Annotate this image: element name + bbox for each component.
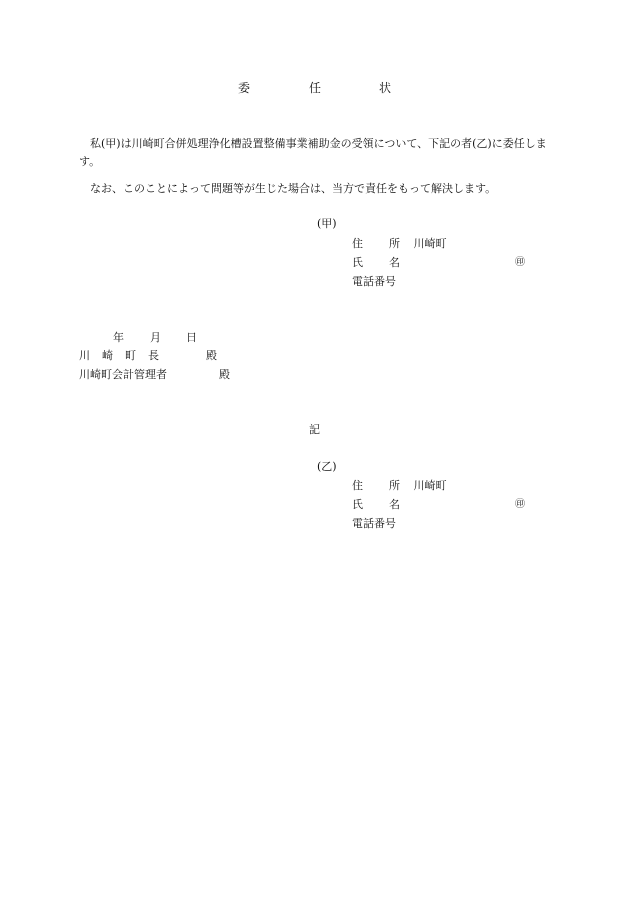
addressee-mayor-honorific: 殿 bbox=[206, 349, 217, 362]
principal-phone-label: 電話番号 bbox=[352, 275, 396, 288]
date-year: 年 bbox=[113, 331, 124, 344]
addressee-accountant-honorific: 殿 bbox=[219, 368, 230, 381]
agent-address-label: 住 所 bbox=[352, 479, 400, 492]
date-day: 日 bbox=[186, 331, 197, 344]
agent-name-row bbox=[352, 498, 400, 512]
principal-address-value: 川崎町 bbox=[413, 237, 447, 250]
body-paragraph-1: 私(甲)は川崎町合併処理浄化槽設置整備事業補助金の受領について、下記の者(乙)に委任します。 bbox=[79, 137, 547, 168]
record-heading: 記 bbox=[309, 423, 320, 436]
agent-name-label: 氏 名 bbox=[352, 498, 400, 511]
agent-seal-mark: ㊞ bbox=[515, 499, 525, 510]
principal-name-row bbox=[352, 256, 400, 270]
principal-address-label: 住 所 bbox=[352, 237, 400, 250]
principal-address-row bbox=[352, 237, 447, 251]
agent-phone-label: 電話番号 bbox=[352, 517, 396, 530]
addressee-mayor bbox=[79, 349, 159, 363]
body-paragraph-2: なお、このことによって問題等が生じた場合は、当方で責任をもって解決します。 bbox=[90, 182, 497, 195]
agent-heading: (乙) bbox=[317, 460, 337, 473]
principal-name-label: 氏 名 bbox=[352, 256, 400, 269]
date-month: 月 bbox=[150, 331, 161, 344]
title-char-2: 任 bbox=[309, 81, 322, 95]
addressee-accountant: 川崎町会計管理者 bbox=[79, 368, 167, 381]
title-char-3: 状 bbox=[379, 81, 392, 95]
agent-address-value: 川崎町 bbox=[413, 479, 447, 492]
principal-heading: (甲) bbox=[317, 217, 337, 230]
agent-address-row bbox=[352, 479, 447, 493]
title-char-1: 委 bbox=[238, 81, 251, 95]
principal-seal-mark: ㊞ bbox=[515, 257, 525, 268]
addressee-mayor-title: 川 崎 町 長 bbox=[79, 349, 159, 362]
